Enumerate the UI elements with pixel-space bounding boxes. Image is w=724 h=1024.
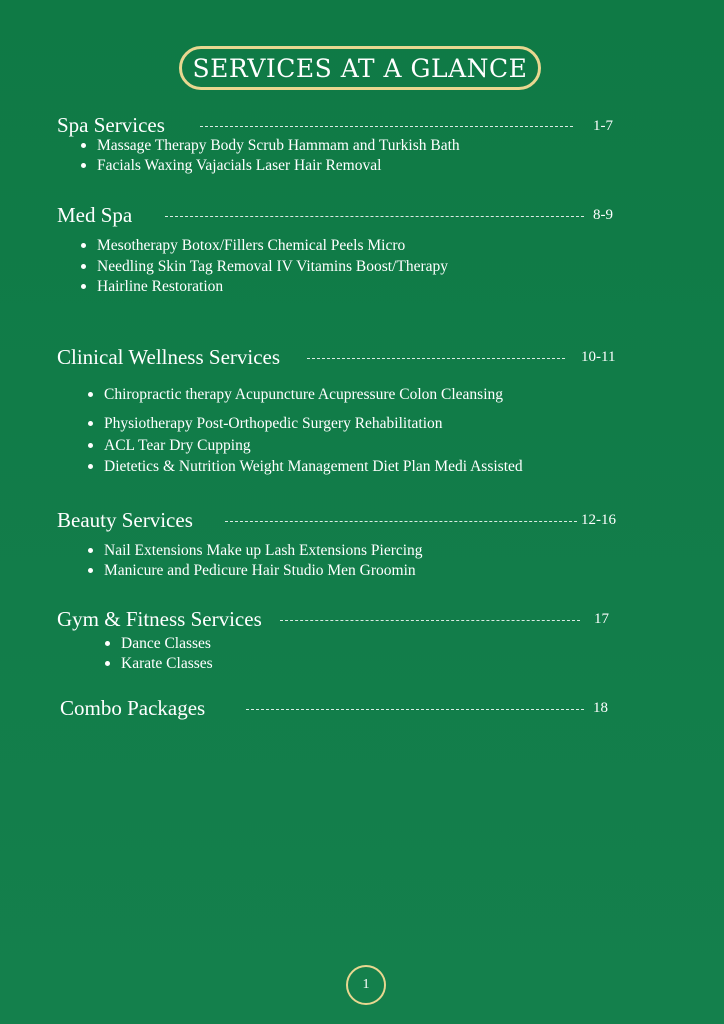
section-heading-combo-packages: Combo Packages	[60, 696, 206, 720]
section-heading-clinical-wellness: Clinical Wellness Services	[57, 345, 281, 369]
page-title: SERVICES AT A GLANCE	[192, 53, 528, 83]
page-ref-gym-fitness: 17	[594, 611, 609, 627]
list-item: Nail Extensions Make up Lash Extensions Piercing	[104, 543, 423, 559]
bullet-icon	[88, 568, 93, 573]
list-item: Karate Classes	[121, 656, 213, 672]
bullet-icon	[88, 421, 93, 426]
list-item: Manicure and Pedicure Hair Studio Men Groomin	[104, 563, 416, 579]
leader-line	[307, 358, 565, 359]
bullet-icon	[81, 264, 86, 269]
page-ref-spa: 1-7	[593, 118, 613, 134]
list-item: Massage Therapy Body Scrub Hammam and Turkish Bath	[97, 138, 460, 154]
bullet-icon	[88, 443, 93, 448]
page-ref-beauty: 12-16	[581, 512, 616, 528]
bullet-icon	[81, 163, 86, 168]
page-ref-med-spa: 8-9	[593, 207, 613, 223]
list-item: Dance Classes	[121, 636, 211, 652]
leader-line	[165, 216, 584, 217]
list-item: Chiropractic therapy Acupuncture Acupressure Colon Cleansing	[104, 387, 503, 403]
page-number-label: 1	[362, 977, 370, 992]
bullet-icon	[81, 143, 86, 148]
list-item: ACL Tear Dry Cupping	[104, 438, 251, 454]
bullet-icon	[88, 548, 93, 553]
section-heading-spa: Spa Services	[57, 113, 165, 137]
page-ref-combo-packages: 18	[593, 700, 608, 716]
leader-line	[200, 126, 573, 127]
section-heading-med-spa: Med Spa	[57, 203, 133, 227]
bullet-icon	[81, 243, 86, 248]
page-ref-clinical-wellness: 10-11	[581, 349, 616, 365]
page-number	[346, 965, 386, 1005]
list-item: Mesotherapy Botox/Fillers Chemical Peels Micro	[97, 238, 405, 254]
bullet-icon	[105, 661, 110, 666]
bullet-icon	[105, 641, 110, 646]
list-item: Facials Waxing Vajacials Laser Hair Removal	[97, 158, 381, 174]
section-heading-gym-fitness: Gym & Fitness Services	[57, 607, 262, 631]
list-item: Physiotherapy Post-Orthopedic Surgery Rehabilitation	[104, 416, 443, 432]
list-item: Hairline Restoration	[97, 279, 223, 295]
section-heading-beauty: Beauty Services	[57, 508, 193, 532]
leader-line	[225, 521, 577, 522]
title-frame	[179, 46, 541, 90]
bullet-icon	[81, 284, 86, 289]
bullet-icon	[88, 464, 93, 469]
bullet-icon	[88, 392, 93, 397]
leader-line	[280, 620, 580, 621]
leader-line	[246, 709, 584, 710]
list-item: Dietetics & Nutrition Weight Management Diet Plan Medi Assisted	[104, 459, 523, 475]
list-item: Needling Skin Tag Removal IV Vitamins Boost/Therapy	[97, 259, 448, 275]
